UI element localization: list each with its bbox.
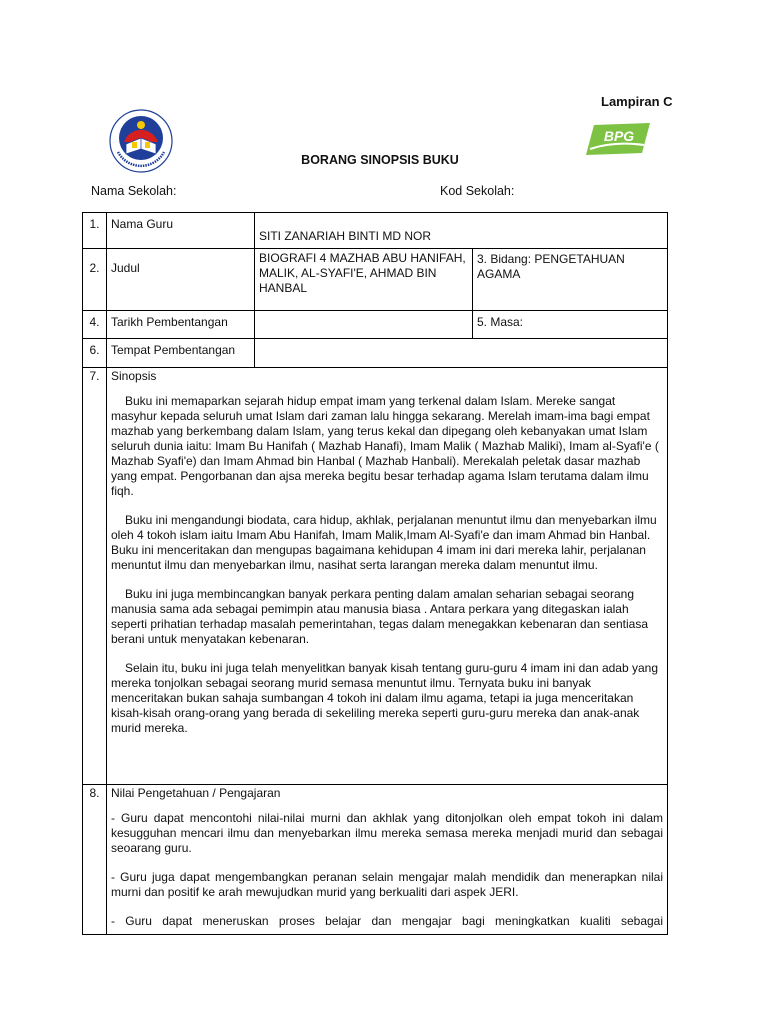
kod-sekolah-label: Kod Sekolah:: [440, 184, 515, 198]
sinopsis-label: Sinopsis: [111, 369, 157, 383]
row-number: 8.: [83, 785, 107, 935]
synopsis-form-table: [82, 212, 668, 935]
field-label-tarikh: Tarikh Pembentangan: [107, 311, 255, 339]
field-value-tempat: [255, 339, 668, 368]
row-judul: [83, 249, 668, 311]
field-value-bidang: 3. Bidang: PENGETAHUAN AGAMA: [473, 249, 668, 311]
field-value-nama-guru: SITI ZANARIAH BINTI MD NOR: [255, 213, 668, 249]
sinopsis-paragraph-3: Buku ini juga membincangkan banyak perkara penting dalam amalan seharian sebagai seorang manusia sama ada sebagai pemimpin atau manusia biasa . Antara perkara yang ditegaskan ialah seperti prihatian terhadap masalah pemerintahan, tegas dalam menegakkan kebenaran dan sentiasa berani untuk menyatakan kebenaran.: [111, 587, 649, 646]
row-number: 2.: [83, 249, 107, 311]
row-number: 6.: [83, 339, 107, 368]
row-nilai: [83, 785, 668, 935]
field-value-judul: BIOGRAFI 4 MAZHAB ABU HANIFAH, MALIK, AL-SYAFI'E, AHMAD BIN HANBAL: [255, 249, 473, 311]
nama-sekolah-label: Nama Sekolah:: [91, 184, 177, 198]
nilai-paragraph-3: - Guru dapat meneruskan proses belajar dan mengajar bagi meningkatkan kualiti sebagai: [111, 914, 664, 928]
field-label-tempat: Tempat Pembentangan: [107, 339, 255, 368]
sinopsis-paragraph-2: Buku ini mengandungi biodata, cara hidup, akhlak, perjalanan menuntut ilmu dan menyebarkan ilmu oleh 4 tokoh islam iaitu Imam Abu Hanifah, Imam Malik,Imam Al-Syafi'e dan imam Ahmad bin Hanbal. Buku ini menceritakan dan mengupas bagaimana kehidupan 4 imam ini dari mereka lahir, perjalanan menuntut ilmu dan menyebarkan ilmu, nasihat serta larangan mereka dalam menuntut ilmu.: [111, 513, 657, 572]
sinopsis-cell: [107, 368, 668, 785]
bpg-logo-text: BPG: [603, 128, 635, 144]
form-title: BORANG SINOPSIS BUKU: [301, 153, 459, 167]
field-label-nama-guru: Nama Guru: [107, 213, 255, 249]
nilai-cell: [107, 785, 668, 935]
sinopsis-paragraph-1: Buku ini memaparkan sejarah hidup empat imam yang terkenal dalam Islam. Mereke sangat masyhur kepada seluruh umat Islam dari zaman lalu hingga sekarang. Merelah imam-ima bagi empat mazhab yang berkembang dalam Islam, yang terus kekal dan dipegang oleh kebanyakan umat Islam seluruh dunia iaitu: Imam Bu Hanifah ( Mazhab Hanafi), Imam Malik ( Mazhab Maliki), Imam al-Syafi'e ( Mazhab Syafi'e) dan Imam Ahmad bin Hanbal ( Mazhab Hanbali). Merekalah peletak dasar mazhab yang empat. Pengorbanan dan ajsa mereka begitu besar terhadap agama Islam terutama dalam ilmu fiqh.: [111, 394, 659, 498]
nilai-paragraph-2: - Guru juga dapat mengembangkan peranan selain mengajar malah mendidik dan menerapkan nilai murni dan positif ke arah mewujudkan murid yang berkualiti dari aspek JERI.: [111, 870, 664, 899]
sinopsis-paragraph-4: Selain itu, buku ini juga telah menyelitkan banyak kisah tentang guru-guru 4 imam ini dan adab yang mereka tonjolkan sebagai seorang murid semasa menuntut ilmu. Ternyata buku ini banyak menceritakan bukan sahaja sumbangan 4 tokoh ini dalam ilmu agama, tetapi ia juga menceritakan kisah-kisah orang-orang yang berada di sekeliling mereka seperti guru-guru mereka dan anak-anak murid mereka.: [111, 661, 659, 735]
row-number: 7.: [83, 368, 107, 785]
row-tarikh: [83, 311, 668, 339]
row-tempat: [83, 339, 668, 368]
field-label-judul: Judul: [107, 249, 255, 311]
row-number: 4.: [83, 311, 107, 339]
nilai-paragraph-1: - Guru dapat mencontohi nilai-nilai murni dan akhlak yang ditonjolkan oleh empat tokoh ini dalam kesugguhan mencari ilmu dan menyebarkan ilmu mereka semasa mereka menjadi murid dan sebagai seoarang guru.: [111, 811, 664, 855]
lampiran-label: Lampiran C: [601, 94, 673, 109]
nilai-label: Nilai Pengetahuan / Pengajaran: [111, 786, 281, 800]
row-number: 1.: [83, 213, 107, 249]
row-sinopsis: [83, 368, 668, 785]
field-value-tarikh: [255, 311, 473, 339]
field-value-masa: 5. Masa:: [473, 311, 668, 339]
row-nama-guru: [83, 213, 668, 249]
